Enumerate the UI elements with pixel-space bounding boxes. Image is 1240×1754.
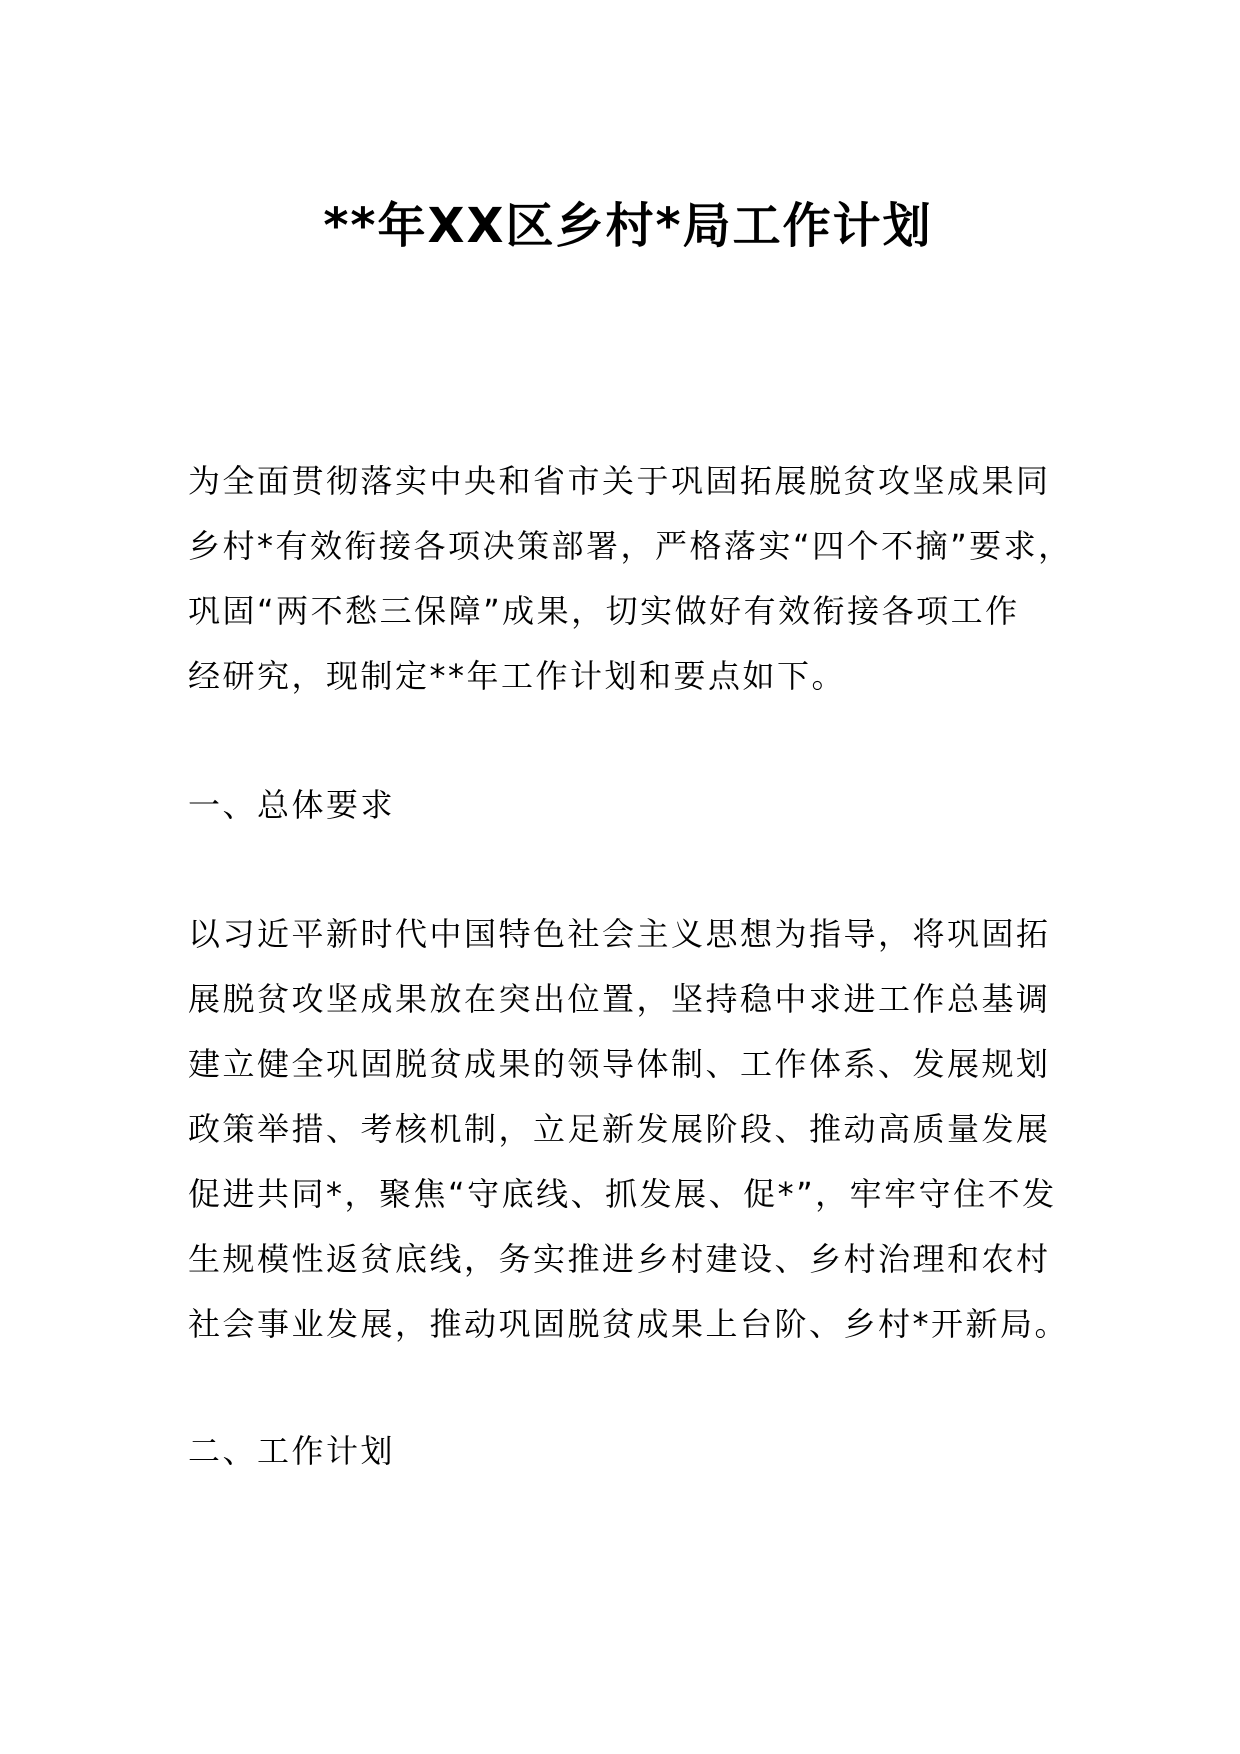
section-2-heading: 二、工作计划 (188, 1432, 396, 1470)
text-line: 经研究，现制定**年工作计划和要点如下。 (188, 657, 847, 695)
overall-requirements-paragraph (188, 902, 1068, 1357)
intro-paragraph (188, 449, 1073, 709)
document-title: **年XX区乡村*局工作计划 (323, 198, 933, 254)
text-line: 建立健全巩固脱贫成果的领导体制、工作体系、发展规划 (188, 1045, 1051, 1083)
section-1-heading: 一、总体要求 (188, 786, 396, 824)
text-line: 政策举措、考核机制，立足新发展阶段、推动高质量发展 (188, 1110, 1051, 1148)
text-line: 乡村*有效衔接各项决策部署，严格落实“四个不摘”要求， (188, 527, 1073, 565)
text-line: 为全面贯彻落实中央和省市关于巩固拓展脱贫攻坚成果同 (188, 462, 1051, 500)
text-line: 以习近平新时代中国特色社会主义思想为指导，将巩固拓 (188, 915, 1051, 953)
text-line: 巩固“两不愁三保障”成果，切实做好有效衔接各项工作 (188, 592, 1020, 630)
text-line: 展脱贫攻坚成果放在突出位置，坚持稳中求进工作总基调 (188, 980, 1051, 1018)
text-line: 促进共同*，聚焦“守底线、抓发展、促*”，牢牢守住不发 (188, 1175, 1057, 1213)
text-line: 社会事业发展，推动巩固脱贫成果上台阶、乡村*开新局。 (188, 1305, 1070, 1343)
document-content (188, 0, 1073, 1484)
text-line: 生规模性返贫底线，务实推进乡村建设、乡村治理和农村 (188, 1240, 1051, 1278)
